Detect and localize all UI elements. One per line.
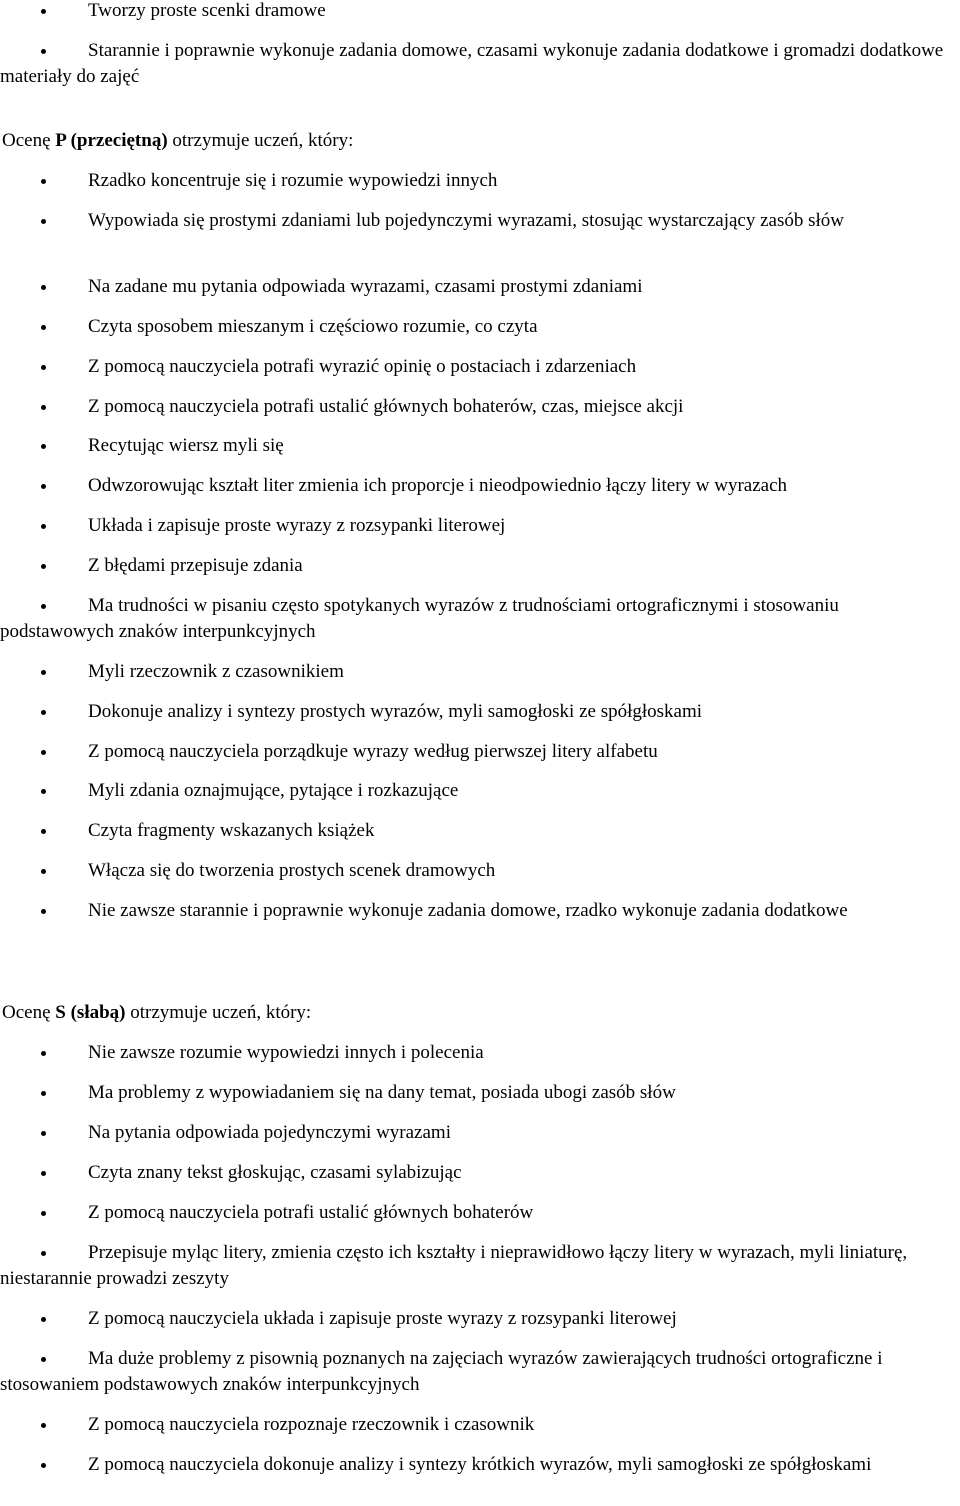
list-item — [0, 1306, 955, 1332]
bullet-icon — [41, 789, 46, 794]
bullet-icon — [41, 909, 46, 914]
bullet-icon — [41, 179, 46, 184]
list-item-text: Rzadko koncentruje się i rozumie wypowiedzi innych — [88, 170, 498, 191]
list-item — [0, 553, 955, 579]
list-item-text: Z pomocą nauczyciela rozpoznaje rzeczownik i czasownik — [88, 1414, 535, 1435]
list-item — [0, 394, 955, 420]
heading-suffix: otrzymuje uczeń, który: — [167, 130, 354, 151]
list-item-text: Ma problemy z wypowiadaniem się na dany temat, posiada ubogi zasób słów — [88, 1082, 676, 1103]
bullet-icon — [41, 869, 46, 874]
list-item — [0, 1120, 955, 1146]
list-item-text: Z pomocą nauczyciela potrafi ustalić głównych bohaterów, czas, miejsce akcji — [88, 396, 684, 417]
list-item — [0, 593, 955, 645]
bullet-icon — [41, 604, 46, 609]
list-item-text: Układa i zapisuje proste wyrazy z rozsypanki literowej — [88, 515, 506, 536]
list-item — [0, 659, 955, 685]
list-item — [0, 1080, 955, 1106]
bullet-icon — [41, 1463, 46, 1468]
list-item — [0, 513, 955, 539]
list-item — [0, 818, 955, 844]
bullet-icon — [41, 670, 46, 675]
list-item-text: Z błędami przepisuje zdania — [88, 555, 303, 576]
list-item-text: Z pomocą nauczyciela potrafi wyrazić opinię o postaciach i zdarzeniach — [88, 356, 637, 377]
list-item-text: Nie zawsze starannie i poprawnie wykonuje zadania domowe, rzadko wykonuje zadania dodatkowe — [88, 900, 848, 921]
list-item-text: Recytując wiersz myli się — [88, 435, 284, 456]
heading-prefix: Ocenę — [2, 1002, 56, 1023]
list-item-text: Czyta znany tekst głoskując, czasami sylabizując — [88, 1162, 462, 1183]
list-item-text: Z pomocą nauczyciela porządkuje wyrazy według pierwszej litery alfabetu — [88, 741, 658, 762]
list-item-text: Starannie i poprawnie wykonuje zadania domowe, czasami wykonuje zadania dodatkowe i gromadzi dodatkowe materiały do zajęć — [0, 40, 944, 87]
bullet-icon — [41, 325, 46, 330]
list-item — [0, 699, 955, 725]
list-item-text: Wypowiada się prostymi zdaniami lub pojedynczymi wyrazami, stosując wystarczający zasób słów — [88, 210, 844, 231]
bullet-icon — [41, 1251, 46, 1256]
bullet-icon — [41, 1051, 46, 1056]
list-item — [0, 0, 955, 24]
bullet-icon — [41, 829, 46, 834]
list-item — [0, 1240, 955, 1292]
bullet-icon — [41, 1091, 46, 1096]
bullet-icon — [41, 285, 46, 290]
list-item-text: Tworzy proste scenki dramowe — [88, 0, 326, 21]
list-item-text: Myli rzeczownik z czasownikiem — [88, 661, 344, 682]
bullet-icon — [41, 49, 46, 54]
bullet-icon — [41, 1423, 46, 1428]
section-heading-s — [2, 1000, 942, 1026]
list-item — [0, 778, 955, 804]
bullet-icon — [41, 405, 46, 410]
list-item — [0, 1346, 955, 1398]
list-item — [0, 898, 955, 924]
list-item — [0, 1160, 955, 1186]
list-item-text: Myli zdania oznajmujące, pytające i rozkazujące — [88, 780, 459, 801]
list-item — [0, 1200, 955, 1226]
list-item — [0, 858, 955, 884]
bullet-icon — [41, 444, 46, 449]
bullet-icon — [41, 564, 46, 569]
bullet-icon — [41, 710, 46, 715]
list-item-text: Odwzorowując kształt liter zmienia ich proporcje i nieodpowiednio łączy litery w wyrazach — [88, 475, 788, 496]
bullet-icon — [41, 524, 46, 529]
list-item-text: Ma trudności w pisaniu często spotykanych wyrazów z trudnościami ortograficznymi i stosowaniu podstawowych znaków interpunkcyjnych — [0, 595, 839, 642]
list-item-text: Z pomocą nauczyciela układa i zapisuje proste wyrazy z rozsypanki literowej — [88, 1308, 677, 1329]
list-item — [0, 38, 955, 90]
list-item-text: Przepisuje myląc litery, zmienia często ich kształty i nieprawidłowo łączy litery w wyrazach, myli liniaturę, niestarannie prowadzi zeszyty — [0, 1242, 908, 1289]
list-item-text: Na pytania odpowiada pojedynczymi wyrazami — [88, 1122, 451, 1143]
list-item-text: Z pomocą nauczyciela potrafi ustalić głównych bohaterów — [88, 1202, 534, 1223]
list-item — [0, 739, 955, 765]
list-item-text: Nie zawsze rozumie wypowiedzi innych i polecenia — [88, 1042, 484, 1063]
bullet-icon — [41, 219, 46, 224]
bullet-icon — [41, 365, 46, 370]
bullet-icon — [41, 1357, 46, 1362]
list-item-text: Czyta sposobem mieszanym i częściowo rozumie, co czyta — [88, 316, 538, 337]
bullet-icon — [41, 1317, 46, 1322]
list-item — [0, 354, 955, 380]
list-item — [0, 473, 955, 499]
grade-label: P (przeciętną) — [55, 130, 168, 151]
list-item-text: Włącza się do tworzenia prostych scenek dramowych — [88, 860, 496, 881]
heading-suffix: otrzymuje uczeń, który: — [125, 1002, 312, 1023]
list-item — [0, 433, 955, 459]
list-item-text: Na zadane mu pytania odpowiada wyrazami, czasami prostymi zdaniami — [88, 276, 643, 297]
bullet-icon — [41, 1131, 46, 1136]
list-item — [0, 1040, 955, 1066]
grade-label: S (słabą) — [55, 1002, 126, 1023]
list-item-text: Czyta fragmenty wskazanych książek — [88, 820, 375, 841]
list-item-text: Ma duże problemy z pisownią poznanych na zajęciach wyrazów zawierających trudności ortograficzne i stosowaniem podstawowych znaków interpunkcyjnych — [0, 1348, 883, 1395]
list-item — [0, 208, 955, 234]
list-item — [0, 168, 955, 194]
bullet-icon — [41, 1171, 46, 1176]
heading-prefix: Ocenę — [2, 130, 56, 151]
list-item-text: Z pomocą nauczyciela dokonuje analizy i syntezy krótkich wyrazów, myli samogłoski ze spółgłoskami — [88, 1454, 872, 1475]
bullet-icon — [41, 484, 46, 489]
bullet-icon — [41, 1211, 46, 1216]
list-item — [0, 274, 955, 300]
list-item — [0, 1412, 955, 1438]
list-item — [0, 314, 955, 340]
section-heading-p — [2, 128, 942, 154]
bullet-icon — [41, 9, 46, 14]
bullet-icon — [41, 750, 46, 755]
list-item-text: Dokonuje analizy i syntezy prostych wyrazów, myli samogłoski ze spółgłoskami — [88, 701, 703, 722]
list-item — [0, 1452, 955, 1478]
